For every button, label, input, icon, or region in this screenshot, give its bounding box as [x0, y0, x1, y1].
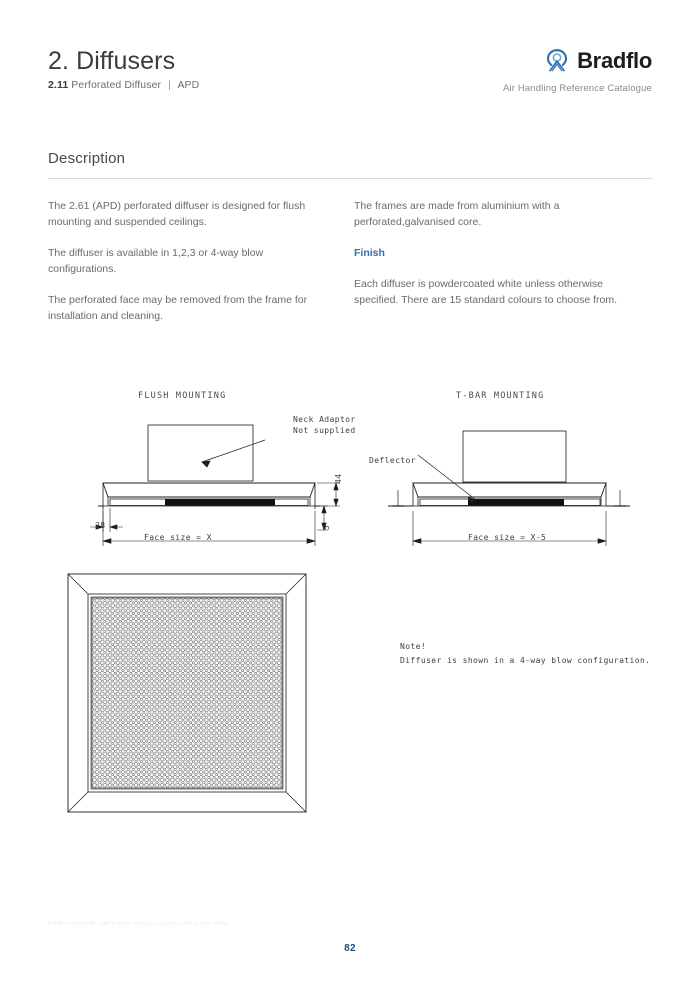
- page-subtitle: [48, 79, 199, 91]
- section-divider: [48, 178, 652, 179]
- subtitle-number: 2.11: [48, 79, 69, 92]
- title-block: [48, 48, 199, 91]
- note-label: Note!: [400, 642, 427, 651]
- technical-drawings: [0, 380, 700, 880]
- description-right-column: [354, 198, 644, 323]
- tbar-face-size-label: Face size = X-5: [468, 533, 547, 542]
- subtitle-code: APD: [177, 79, 200, 92]
- neck-adaptor-callout-line1: Neck Adaptor: [293, 415, 356, 424]
- page-header: [48, 48, 652, 104]
- bradflo-logo-icon: [544, 48, 570, 74]
- brand-name: Bradflo: [577, 48, 652, 73]
- flush-face-size-label: Face size = X: [144, 533, 212, 542]
- page-number: 82: [344, 943, 356, 954]
- subtitle-separator: |: [168, 79, 171, 92]
- brand-tagline: Air Handling Reference Catalogue: [503, 83, 652, 94]
- deflector-callout: Deflector: [369, 456, 416, 465]
- finish-paragraph: Each diffuser is powdercoated white unless otherwise specified. There are 15 standard colours to choose from.: [354, 278, 618, 306]
- note-text: Diffuser is shown in a 4-way blow configuration.: [400, 656, 651, 665]
- description-heading: Description: [48, 150, 126, 167]
- flush-dim-28-label: 28: [95, 521, 106, 530]
- description-paragraph: The 2.61 (APD) perforated diffuser is designed for flush mounting and suspended ceilings.: [48, 200, 306, 228]
- description-paragraph: The diffuser is available in 1,2,3 or 4-way blow configurations.: [48, 247, 264, 275]
- neck-adaptor-callout-line2: Not supplied: [293, 426, 356, 435]
- flush-dim-44-label: 44: [334, 473, 343, 484]
- subtitle-name: Perforated Diffuser: [71, 79, 162, 92]
- page-title: 2. Diffusers: [48, 47, 176, 75]
- footer-disclaimer: Bradflo reserves the right to make changes to product without prior notice: [48, 921, 228, 927]
- materials-paragraph: The frames are made from aluminium with a perforated,galvanised core.: [354, 200, 560, 228]
- finish-heading: Finish: [354, 247, 385, 259]
- perforated-face-plan-drawing: [62, 568, 322, 828]
- description-left-column: [48, 198, 328, 339]
- brand-row: [503, 48, 652, 74]
- tbar-mounting-title: T-BAR MOUNTING: [456, 391, 545, 401]
- description-paragraph: The perforated face may be removed from the frame for installation and cleaning.: [48, 294, 308, 322]
- flush-mounting-title: FLUSH MOUNTING: [138, 391, 227, 401]
- flush-dim-5-label: 5: [322, 524, 331, 530]
- brand-block: [503, 48, 652, 94]
